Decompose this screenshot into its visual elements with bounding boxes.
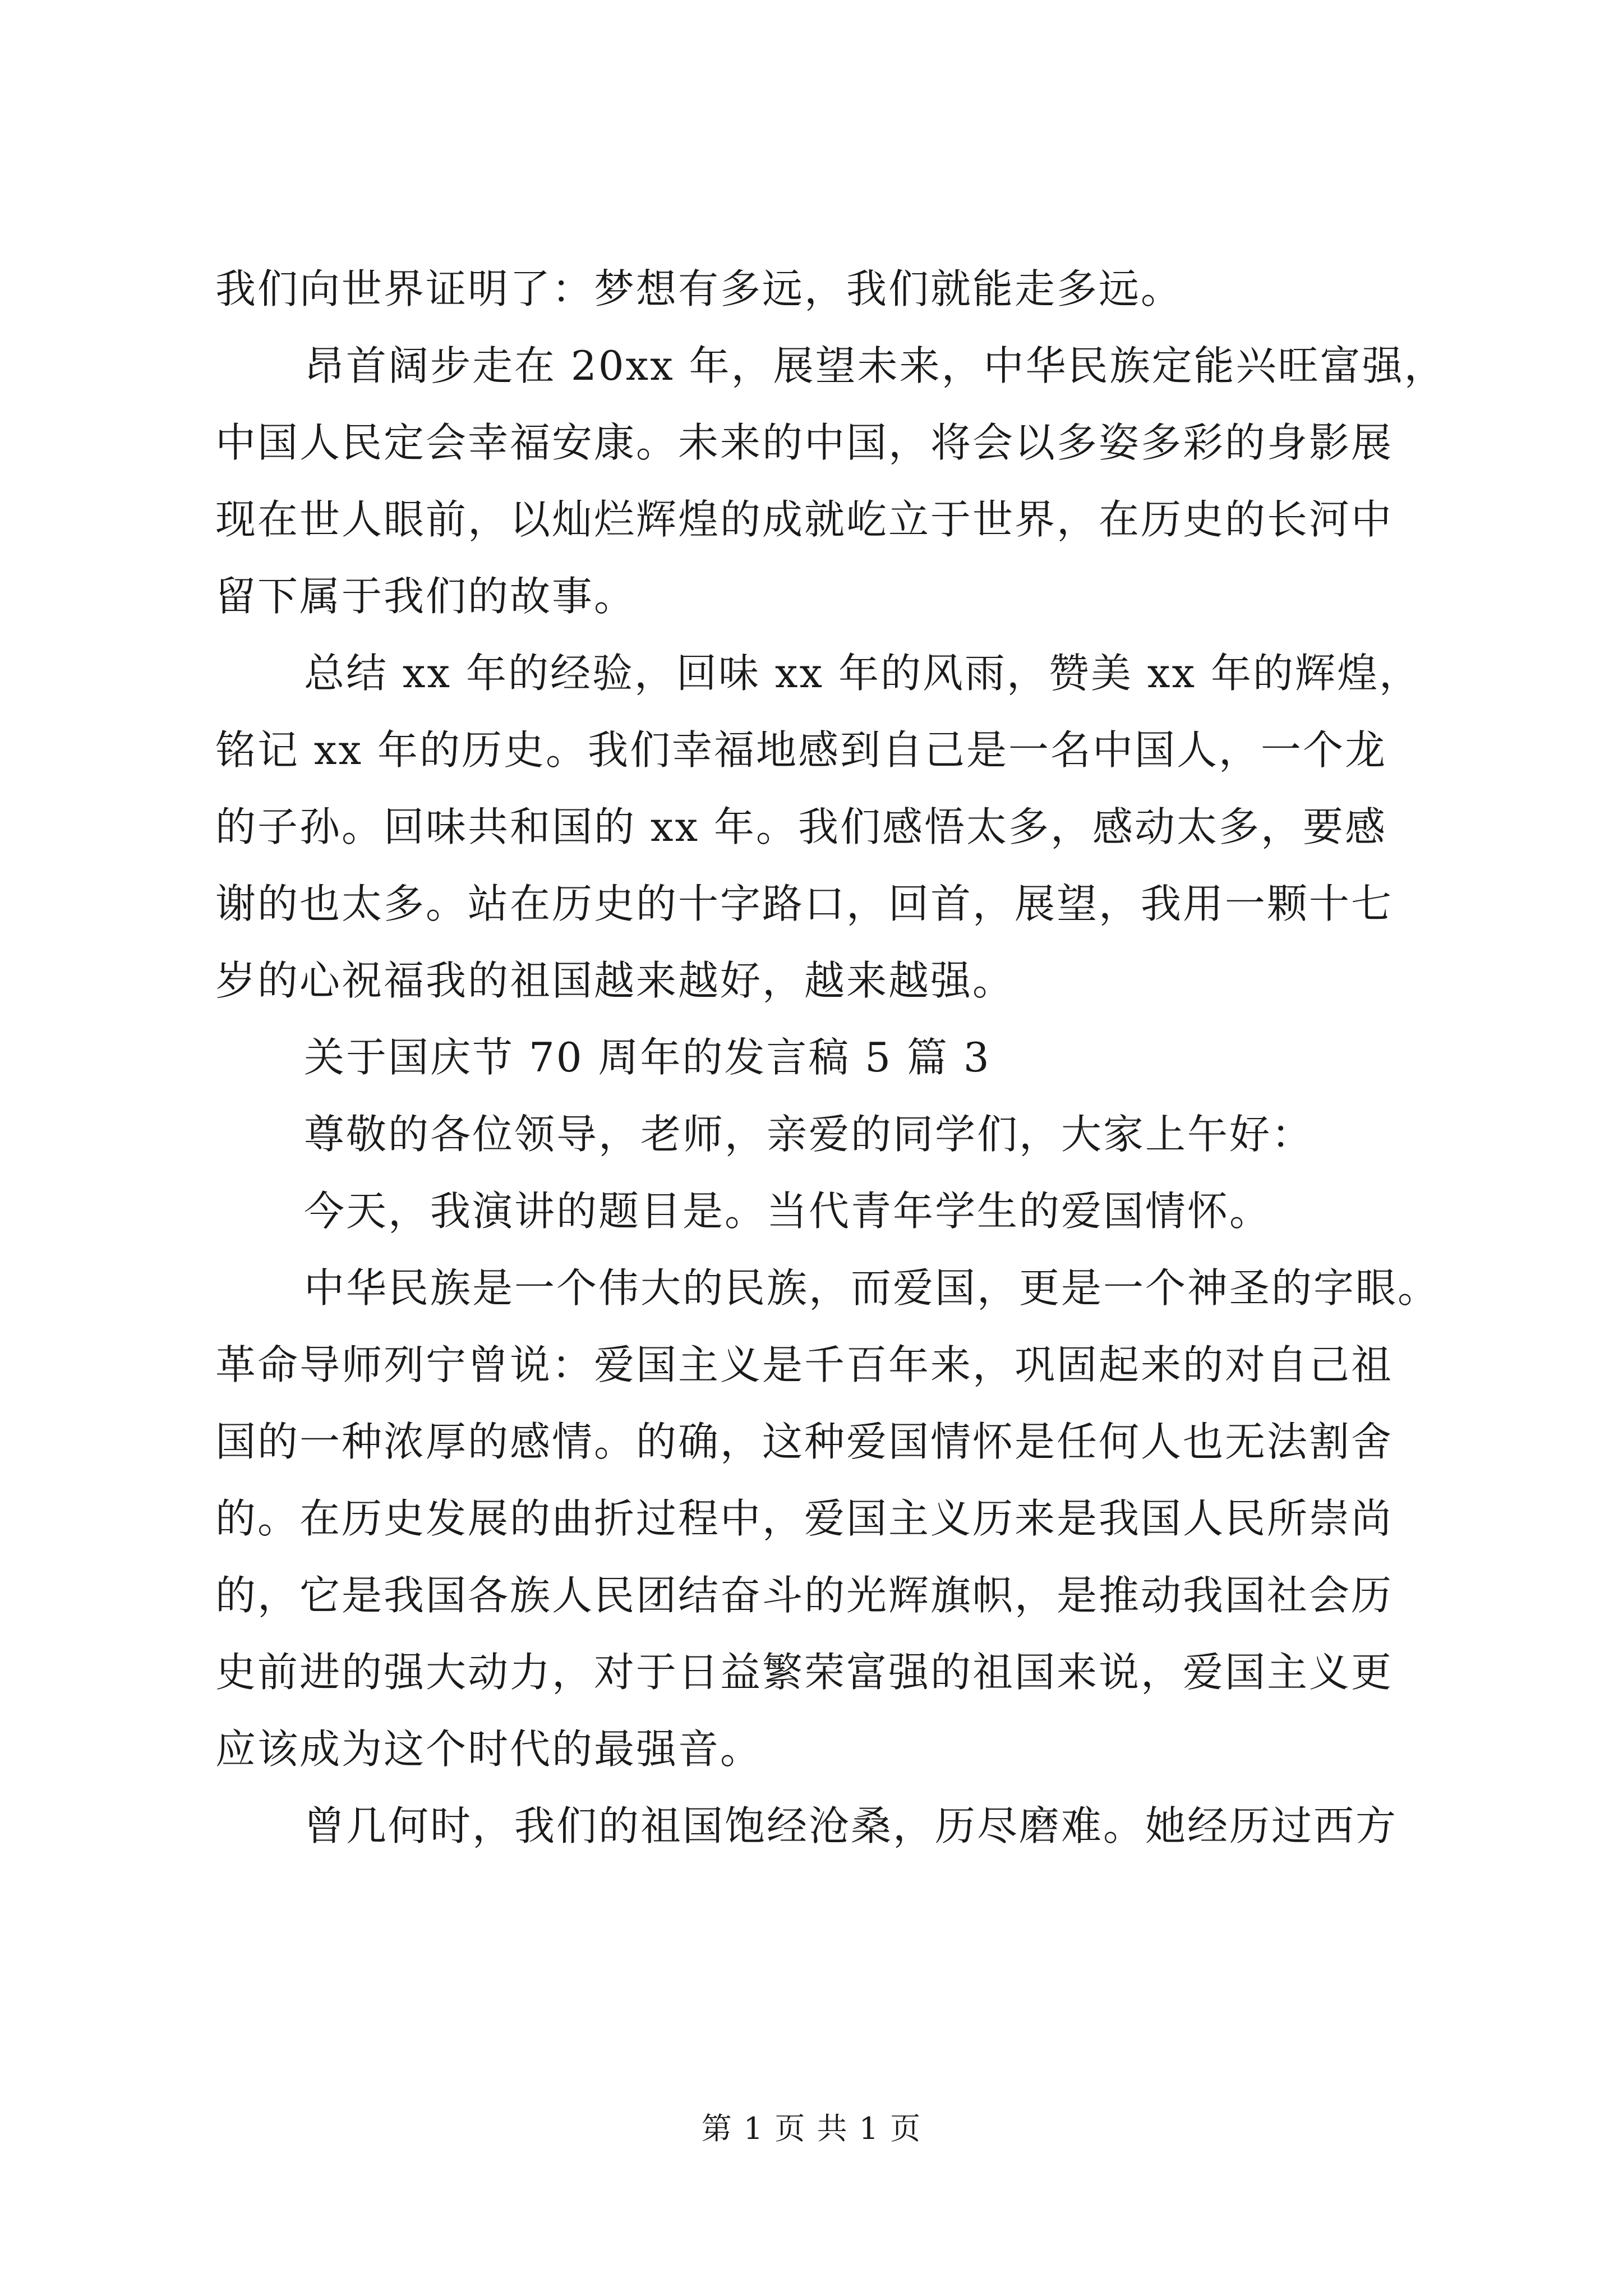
text-line: 曾几何时，我们的祖国饱经沧桑，历尽磨难。她经历过西方 xyxy=(304,1802,1398,1849)
text-line: 关于国庆节 70 周年的发言稿 5 篇 3 xyxy=(304,1034,991,1081)
text-line: 的子孙。回味共和国的 xx 年。我们感悟太多，感动太多，要感 xyxy=(215,803,1387,850)
document-body xyxy=(215,251,1446,1865)
text-line: 总结 xx 年的经验，回味 xx 年的风雨，赞美 xx 年的辉煌， xyxy=(304,650,1421,697)
text-line: 的。在历史发展的曲折过程中，爱国主义历来是我国人民所崇尚 xyxy=(215,1495,1394,1542)
text-line: 史前进的强大动力，对于日益繁荣富强的祖国来说，爱国主义更 xyxy=(215,1649,1394,1696)
text-line: 中国人民定会幸福安康。未来的中国，将会以多姿多彩的身影展 xyxy=(215,419,1394,466)
text-line: 现在世人眼前，以灿烂辉煌的成就屹立于世界，在历史的长河中 xyxy=(215,496,1394,543)
text-line: 昂首阔步走在 20xx 年，展望未来，中华民族定能兴旺富强， xyxy=(304,342,1446,389)
text-line: 谢的也太多。站在历史的十字路口，回首，展望，我用一颗十七 xyxy=(215,880,1394,927)
text-line: 应该成为这个时代的最强音。 xyxy=(215,1726,763,1773)
text-line: 革命导师列宁曾说：爱国主义是千百年来，巩固起来的对自己祖 xyxy=(215,1341,1394,1388)
text-line: 的，它是我国各族人民团结奋斗的光辉旗帜，是推动我国社会历 xyxy=(215,1572,1394,1619)
text-line: 国的一种浓厚的感情。的确，这种爱国情怀是任何人也无法割舍 xyxy=(215,1418,1394,1465)
text-line: 中华民族是一个伟大的民族，而爱国，更是一个神圣的字眼。 xyxy=(304,1264,1440,1312)
page-footer: 第 1 页 共 1 页 xyxy=(701,2111,922,2146)
text-line: 岁的心祝福我的祖国越来越好，越来越强。 xyxy=(215,957,1015,1004)
text-line: 铭记 xx 年的历史。我们幸福地感到自己是一名中国人，一个龙 xyxy=(215,726,1387,774)
text-line: 我们向世界证明了：梦想有多远，我们就能走多远。 xyxy=(215,265,1183,312)
text-line: 尊敬的各位领导，老师，亲爱的同学们，大家上午好： xyxy=(304,1111,1314,1158)
text-line: 留下属于我们的故事。 xyxy=(215,573,637,620)
text-line: 今天，我演讲的题目是。当代青年学生的爱国情怀。 xyxy=(304,1188,1272,1235)
